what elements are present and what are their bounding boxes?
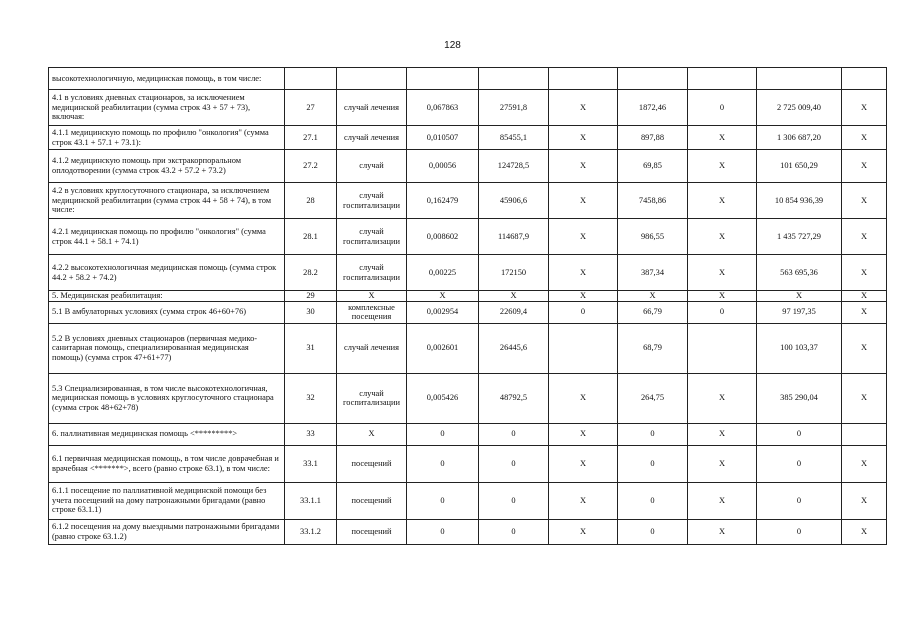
table-row	[49, 323, 887, 373]
row-share: X	[842, 150, 887, 183]
row-per-capita-oms	[618, 68, 688, 90]
row-name: 6.1.1 посещение по паллиативной медицинской помощи без учета посещений на дому патронажными бригадами (равно строке 63.1.1)	[49, 482, 285, 519]
row-unit: случай госпитализации	[337, 183, 407, 219]
row-norm-cost: 0	[479, 519, 549, 544]
row-unit: случай лечения	[337, 90, 407, 126]
row-name: 5. Медицинская реабилитация:	[49, 291, 285, 302]
row-norm-cost: X	[479, 291, 549, 302]
row-total-oms: 0	[757, 519, 842, 544]
row-line-number: 33.1.2	[285, 519, 337, 544]
row-total-budget	[688, 68, 757, 90]
row-total-budget: 0	[688, 90, 757, 126]
row-per-capita-oms: X	[618, 291, 688, 302]
row-total-oms: 100 103,37	[757, 323, 842, 373]
row-total-budget: X	[688, 423, 757, 445]
table-row	[49, 150, 887, 183]
table-row	[49, 301, 887, 323]
row-norm-cost: 172150	[479, 255, 549, 291]
row-norm-cost: 45906,6	[479, 183, 549, 219]
row-norm-cost: 22609,4	[479, 301, 549, 323]
row-unit: комплексные посещения	[337, 301, 407, 323]
row-line-number: 29	[285, 291, 337, 302]
row-line-number: 28	[285, 183, 337, 219]
row-share: X	[842, 219, 887, 255]
table-row	[49, 423, 887, 445]
row-share: X	[842, 445, 887, 482]
row-per-capita-oms: 0	[618, 482, 688, 519]
table-row	[49, 482, 887, 519]
row-per-capita-budget: X	[549, 126, 618, 150]
financing-table	[48, 67, 887, 545]
row-norm-volume: 0,002601	[407, 323, 479, 373]
row-per-capita-oms: 66,79	[618, 301, 688, 323]
row-norm-cost: 85455,1	[479, 126, 549, 150]
row-name: 4.2.1 медицинская помощь по профилю "онкология" (сумма строк 44.1 + 58.1 + 74.1)	[49, 219, 285, 255]
row-share: X	[842, 126, 887, 150]
row-total-budget	[688, 323, 757, 373]
row-per-capita-budget	[549, 323, 618, 373]
row-unit: случай лечения	[337, 323, 407, 373]
row-share: X	[842, 482, 887, 519]
row-per-capita-budget: X	[549, 519, 618, 544]
row-line-number: 33	[285, 423, 337, 445]
row-share: X	[842, 323, 887, 373]
row-per-capita-budget: X	[549, 183, 618, 219]
row-per-capita-oms: 0	[618, 423, 688, 445]
row-share	[842, 68, 887, 90]
row-per-capita-budget: X	[549, 482, 618, 519]
row-share: X	[842, 90, 887, 126]
row-unit	[337, 68, 407, 90]
row-line-number: 28.2	[285, 255, 337, 291]
row-line-number: 27.2	[285, 150, 337, 183]
row-unit: случай лечения	[337, 126, 407, 150]
row-norm-volume: 0,005426	[407, 373, 479, 423]
table-row	[49, 519, 887, 544]
row-norm-volume: 0	[407, 519, 479, 544]
row-total-budget: X	[688, 445, 757, 482]
row-total-budget: X	[688, 255, 757, 291]
row-per-capita-budget: X	[549, 291, 618, 302]
row-name: высокотехнологичную, медицинская помощь, в том числе:	[49, 68, 285, 90]
row-norm-cost: 124728,5	[479, 150, 549, 183]
row-per-capita-oms: 0	[618, 445, 688, 482]
row-name: 6. паллиативная медицинская помощь <*********>	[49, 423, 285, 445]
table-row	[49, 183, 887, 219]
row-norm-cost: 48792,5	[479, 373, 549, 423]
row-total-budget: X	[688, 126, 757, 150]
row-total-budget: X	[688, 519, 757, 544]
row-norm-volume: 0,067863	[407, 90, 479, 126]
row-per-capita-oms: 7458,86	[618, 183, 688, 219]
row-unit: случай госпитализации	[337, 219, 407, 255]
row-share: X	[842, 373, 887, 423]
row-norm-volume: 0,00225	[407, 255, 479, 291]
row-per-capita-oms: 264,75	[618, 373, 688, 423]
row-norm-cost: 114687,9	[479, 219, 549, 255]
row-name: 4.1 в условиях дневных стационаров, за исключением медицинской реабилитации (сумма строк 43 + 57 + 73), включая:	[49, 90, 285, 126]
row-per-capita-oms: 68,79	[618, 323, 688, 373]
row-total-oms: 1 306 687,20	[757, 126, 842, 150]
row-total-oms: 0	[757, 423, 842, 445]
row-per-capita-budget: X	[549, 219, 618, 255]
row-unit: случай госпитализации	[337, 373, 407, 423]
row-total-oms: 97 197,35	[757, 301, 842, 323]
row-per-capita-budget: X	[549, 445, 618, 482]
row-share: X	[842, 301, 887, 323]
row-line-number: 30	[285, 301, 337, 323]
row-per-capita-budget: X	[549, 423, 618, 445]
row-per-capita-budget	[549, 68, 618, 90]
row-per-capita-budget: X	[549, 255, 618, 291]
row-per-capita-oms: 897,88	[618, 126, 688, 150]
row-norm-volume: 0,008602	[407, 219, 479, 255]
row-unit: X	[337, 423, 407, 445]
row-name: 5.2 В условиях дневных стационаров (первичная медико-санитарная помощь, специализированная медицинская помощь) (сумма строк 47+61+77)	[49, 323, 285, 373]
row-name: 5.3 Специализированная, в том числе высокотехнологичная, медицинская помощь в условиях круглосуточного стационара (сумма строк 48+62+78)	[49, 373, 285, 423]
row-name: 4.2.2 высокотехнологичная медицинская помощь (сумма строк 44.2 + 58.2 + 74.2)	[49, 255, 285, 291]
table-row	[49, 291, 887, 302]
table-row	[49, 68, 887, 90]
row-norm-cost: 0	[479, 445, 549, 482]
table-row	[49, 445, 887, 482]
page-number: 128	[444, 40, 461, 51]
row-share: X	[842, 183, 887, 219]
row-norm-cost: 0	[479, 482, 549, 519]
row-line-number: 32	[285, 373, 337, 423]
row-per-capita-oms: 387,34	[618, 255, 688, 291]
table-row	[49, 255, 887, 291]
row-unit: случай госпитализации	[337, 255, 407, 291]
table-row	[49, 90, 887, 126]
row-per-capita-budget: X	[549, 90, 618, 126]
row-norm-cost: 27591,8	[479, 90, 549, 126]
row-per-capita-budget: X	[549, 150, 618, 183]
row-unit: посещений	[337, 482, 407, 519]
row-total-oms: 101 650,29	[757, 150, 842, 183]
row-unit: случай	[337, 150, 407, 183]
row-norm-volume: 0,010507	[407, 126, 479, 150]
row-total-oms: 1 435 727,29	[757, 219, 842, 255]
row-line-number: 27	[285, 90, 337, 126]
row-share: X	[842, 255, 887, 291]
row-total-oms: 10 854 936,39	[757, 183, 842, 219]
row-norm-cost: 0	[479, 423, 549, 445]
row-norm-volume	[407, 68, 479, 90]
row-norm-volume: 0	[407, 482, 479, 519]
row-share	[842, 423, 887, 445]
row-name: 4.1.1 медицинскую помощь по профилю "онкология" (сумма строк 43.1 + 57.1 + 73.1):	[49, 126, 285, 150]
row-name: 4.1.2 медицинскую помощь при экстракорпоральном оплодотворении (сумма строк 43.2 + 57.2 + 73.2)	[49, 150, 285, 183]
row-line-number: 31	[285, 323, 337, 373]
row-per-capita-oms: 0	[618, 519, 688, 544]
row-total-oms: X	[757, 291, 842, 302]
row-total-budget: X	[688, 183, 757, 219]
row-total-budget: X	[688, 291, 757, 302]
row-norm-volume: 0	[407, 423, 479, 445]
row-line-number: 33.1.1	[285, 482, 337, 519]
row-norm-cost	[479, 68, 549, 90]
row-total-oms: 2 725 009,40	[757, 90, 842, 126]
row-total-budget: X	[688, 373, 757, 423]
row-total-oms: 0	[757, 445, 842, 482]
row-line-number	[285, 68, 337, 90]
row-per-capita-oms: 986,55	[618, 219, 688, 255]
row-line-number: 28.1	[285, 219, 337, 255]
row-name: 4.2 в условиях круглосуточного стационара, за исключением медицинской реабилитации (сумма строк 44 + 58 + 74), в том числе:	[49, 183, 285, 219]
row-total-oms: 563 695,36	[757, 255, 842, 291]
table-row	[49, 219, 887, 255]
row-line-number: 33.1	[285, 445, 337, 482]
row-unit: посещений	[337, 445, 407, 482]
row-norm-volume: 0	[407, 445, 479, 482]
row-unit: X	[337, 291, 407, 302]
row-norm-volume: 0,00056	[407, 150, 479, 183]
row-norm-cost: 26445,6	[479, 323, 549, 373]
row-name: 6.1.2 посещения на дому выездными патронажными бригадами (равно строке 63.1.2)	[49, 519, 285, 544]
row-per-capita-oms: 1872,46	[618, 90, 688, 126]
row-per-capita-budget: 0	[549, 301, 618, 323]
row-norm-volume: X	[407, 291, 479, 302]
row-name: 6.1 первичная медицинская помощь, в том числе доврачебная и врачебная <*******>, всего (равно строке 63.1), в том числе:	[49, 445, 285, 482]
row-norm-volume: 0,002954	[407, 301, 479, 323]
row-name: 5.1 В амбулаторных условиях (сумма строк 46+60+76)	[49, 301, 285, 323]
row-total-oms	[757, 68, 842, 90]
row-share: X	[842, 519, 887, 544]
row-total-budget: X	[688, 482, 757, 519]
row-total-oms: 0	[757, 482, 842, 519]
row-total-budget: X	[688, 219, 757, 255]
row-total-budget: 0	[688, 301, 757, 323]
row-per-capita-oms: 69,85	[618, 150, 688, 183]
row-norm-volume: 0,162479	[407, 183, 479, 219]
table-row	[49, 126, 887, 150]
row-total-oms: 385 290,04	[757, 373, 842, 423]
row-per-capita-budget: X	[549, 373, 618, 423]
row-line-number: 27.1	[285, 126, 337, 150]
row-total-budget: X	[688, 150, 757, 183]
row-unit: посещений	[337, 519, 407, 544]
table-row	[49, 373, 887, 423]
row-share: X	[842, 291, 887, 302]
